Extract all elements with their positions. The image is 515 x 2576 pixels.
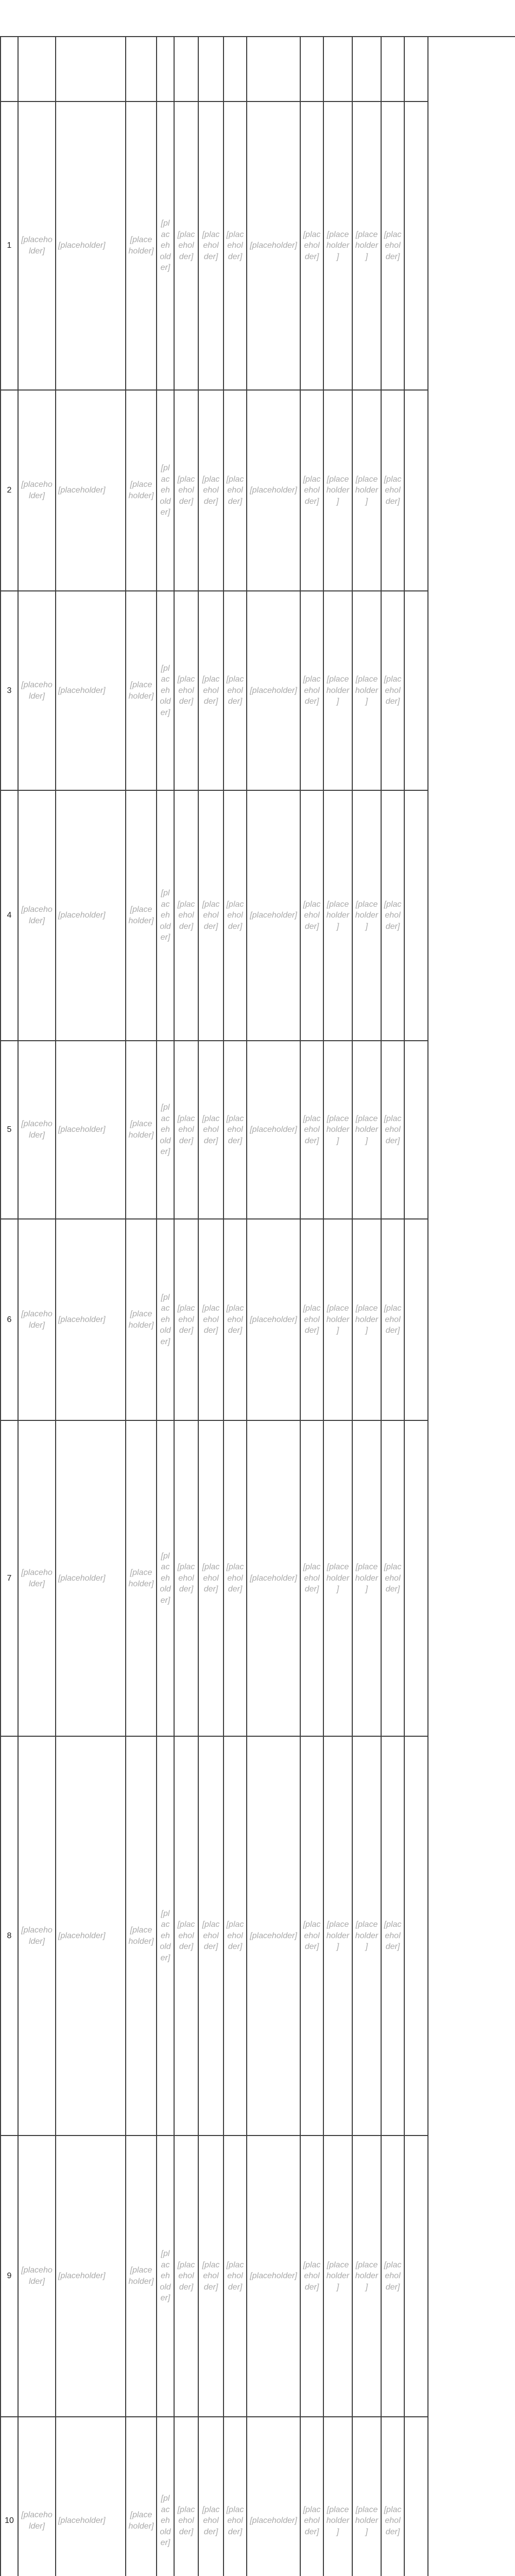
table-cell: [placeholder] [353,1421,382,1737]
header-cell-8 [224,37,247,102]
table-cell: [placeholder] [56,1421,126,1737]
table-cell: [placeholder] [247,1421,301,1737]
table-cell: 6 [1,1219,19,1421]
table-cell: 10 [1,2417,19,2576]
table-cell: 9 [1,2136,19,2417]
table-cell: [placeholder] [175,791,199,1041]
table-cell: [placeholder] [247,591,301,791]
table-cell: [placeholder] [56,2417,126,2576]
table-cell: [placeholder] [224,2136,247,2417]
table-cell: [placeholder] [199,2417,224,2576]
table-cell: [placeholder] [224,591,247,791]
table-cell: [placeholder] [353,391,382,591]
table-cell: [placeholder] [382,591,405,791]
table-cell: [placeholder] [19,391,56,591]
table-cell: [placeholder] [126,2136,157,2417]
table-cell: [placeholder] [19,2136,56,2417]
table-cell: [placeholder] [126,591,157,791]
table-cell: [placeholder] [382,2136,405,2417]
table-cell [405,1219,428,1421]
table-cell: [placeholder] [301,1421,324,1737]
table-cell [405,1421,428,1737]
header-cell-11 [324,37,353,102]
table-cell: [placeholder] [56,591,126,791]
table-cell: [placeholder] [56,1737,126,2136]
table-cell [405,102,428,391]
table-cell: [placeholder] [324,591,353,791]
table-cell: [placeholder] [126,1737,157,2136]
table-cell: [placeholder] [247,102,301,391]
table-cell: [placeholder] [175,1421,199,1737]
table-cell: [placeholder] [157,391,175,591]
table-cell: [placeholder] [353,1041,382,1219]
table-cell [405,1737,428,2136]
table-cell: [placeholder] [175,591,199,791]
table-cell: 1 [1,102,19,391]
header-cell-2 [19,37,56,102]
table-cell: [placeholder] [199,1737,224,2136]
table-cell: [placeholder] [353,791,382,1041]
table-cell: 8 [1,1737,19,2136]
table-cell: [placeholder] [301,2417,324,2576]
table-cell: [placeholder] [175,1737,199,2136]
table-cell [405,1041,428,1219]
table-cell: [placeholder] [382,1041,405,1219]
table-cell: [placeholder] [353,591,382,791]
table-cell: [placeholder] [224,1041,247,1219]
table-cell: [placeholder] [126,391,157,591]
table-cell: [placeholder] [199,2136,224,2417]
header-cell-7 [199,37,224,102]
table-cell: [placeholder] [382,791,405,1041]
table-cell: [placeholder] [157,2136,175,2417]
table-cell: [placeholder] [301,1219,324,1421]
table-cell: [placeholder] [126,1041,157,1219]
table-cell: [placeholder] [324,1737,353,2136]
table-cell: [placeholder] [353,1737,382,2136]
table-cell: [placeholder] [175,1219,199,1421]
table-cell: [placeholder] [224,791,247,1041]
table-cell: [placeholder] [126,102,157,391]
table-cell: [placeholder] [157,1737,175,2136]
table-cell: [placeholder] [324,791,353,1041]
table-cell: [placeholder] [247,391,301,591]
table-cell [405,2417,428,2576]
table-cell: [placeholder] [224,1219,247,1421]
table-cell: [placeholder] [19,1219,56,1421]
table-cell: [placeholder] [247,1041,301,1219]
table-cell: [placeholder] [19,791,56,1041]
table-cell: 5 [1,1041,19,1219]
table-cell: [placeholder] [56,391,126,591]
project-table [0,36,515,2576]
table-cell: [placeholder] [301,102,324,391]
table-cell: [placeholder] [56,2136,126,2417]
table-cell: [placeholder] [126,791,157,1041]
table-cell: [placeholder] [301,1041,324,1219]
table-cell: [placeholder] [19,102,56,391]
table-cell: [placeholder] [382,1737,405,2136]
table-cell: [placeholder] [199,102,224,391]
table-cell: [placeholder] [247,1737,301,2136]
table-cell: [placeholder] [19,1041,56,1219]
header-cell-3 [56,37,126,102]
table-cell: [placeholder] [56,102,126,391]
table-cell: [placeholder] [126,1421,157,1737]
table-cell: [placeholder] [224,1737,247,2136]
table-cell: [placeholder] [301,391,324,591]
table-cell: [placeholder] [199,391,224,591]
table-cell: [placeholder] [224,1421,247,1737]
table-cell: [placeholder] [382,1421,405,1737]
table-cell: [placeholder] [56,1041,126,1219]
table-cell: [placeholder] [175,2136,199,2417]
table-cell: [placeholder] [247,1219,301,1421]
table-cell: [placeholder] [199,1041,224,1219]
table-cell: [placeholder] [126,1219,157,1421]
header-cell-6 [175,37,199,102]
table-cell: [placeholder] [19,2417,56,2576]
table-cell: [placeholder] [353,2417,382,2576]
table-cell: [placeholder] [199,1219,224,1421]
table-cell [405,391,428,591]
table-cell: [placeholder] [175,391,199,591]
header-cell-1 [1,37,19,102]
table-cell: [placeholder] [199,1421,224,1737]
table-cell: [placeholder] [175,102,199,391]
table-cell: [placeholder] [19,591,56,791]
table-cell: [placeholder] [382,391,405,591]
table-cell: [placeholder] [175,2417,199,2576]
table-cell: [placeholder] [301,591,324,791]
header-cell-14 [405,37,428,102]
table-cell: [placeholder] [382,102,405,391]
header-cell-12 [353,37,382,102]
table-cell [405,591,428,791]
header-cell-9 [247,37,301,102]
table-cell: [placeholder] [324,102,353,391]
table-cell: [placeholder] [382,1219,405,1421]
table-cell: 4 [1,791,19,1041]
table-cell: [placeholder] [224,2417,247,2576]
table-cell: [placeholder] [324,2136,353,2417]
table-cell: [placeholder] [324,1041,353,1219]
table-cell: [placeholder] [199,791,224,1041]
table-cell: [placeholder] [324,391,353,591]
table-cell: [placeholder] [126,2417,157,2576]
table-cell [405,2136,428,2417]
table-cell: [placeholder] [324,2417,353,2576]
header-cell-4 [126,37,157,102]
table-cell: [placeholder] [157,1421,175,1737]
table-cell: [placeholder] [301,2136,324,2417]
table-cell: [placeholder] [353,2136,382,2417]
table-cell: [placeholder] [301,1737,324,2136]
table-cell: [placeholder] [224,391,247,591]
table-cell: [placeholder] [175,1041,199,1219]
table-cell: [placeholder] [157,102,175,391]
header-cell-13 [382,37,405,102]
table-cell: [placeholder] [157,1219,175,1421]
table-cell: [placeholder] [301,791,324,1041]
table-cell: [placeholder] [353,1219,382,1421]
table-cell: 2 [1,391,19,591]
table-cell: [placeholder] [157,2417,175,2576]
table-cell [405,791,428,1041]
table-cell: [placeholder] [56,1219,126,1421]
table-cell: [placeholder] [247,791,301,1041]
table-cell: [placeholder] [224,102,247,391]
table-cell: [placeholder] [199,591,224,791]
table-cell: [placeholder] [157,591,175,791]
table-cell: [placeholder] [247,2417,301,2576]
table-cell: [placeholder] [19,1737,56,2136]
table-cell: [placeholder] [56,791,126,1041]
header-cell-10 [301,37,324,102]
table-cell: [placeholder] [382,2417,405,2576]
table-cell: [placeholder] [324,1219,353,1421]
table-cell: 7 [1,1421,19,1737]
table-cell: [placeholder] [353,102,382,391]
header-cell-5 [157,37,175,102]
table-cell: [placeholder] [324,1421,353,1737]
table-cell: 3 [1,591,19,791]
table-cell: [placeholder] [157,1041,175,1219]
table-cell: [placeholder] [157,791,175,1041]
table-cell: [placeholder] [19,1421,56,1737]
table-cell: [placeholder] [247,2136,301,2417]
